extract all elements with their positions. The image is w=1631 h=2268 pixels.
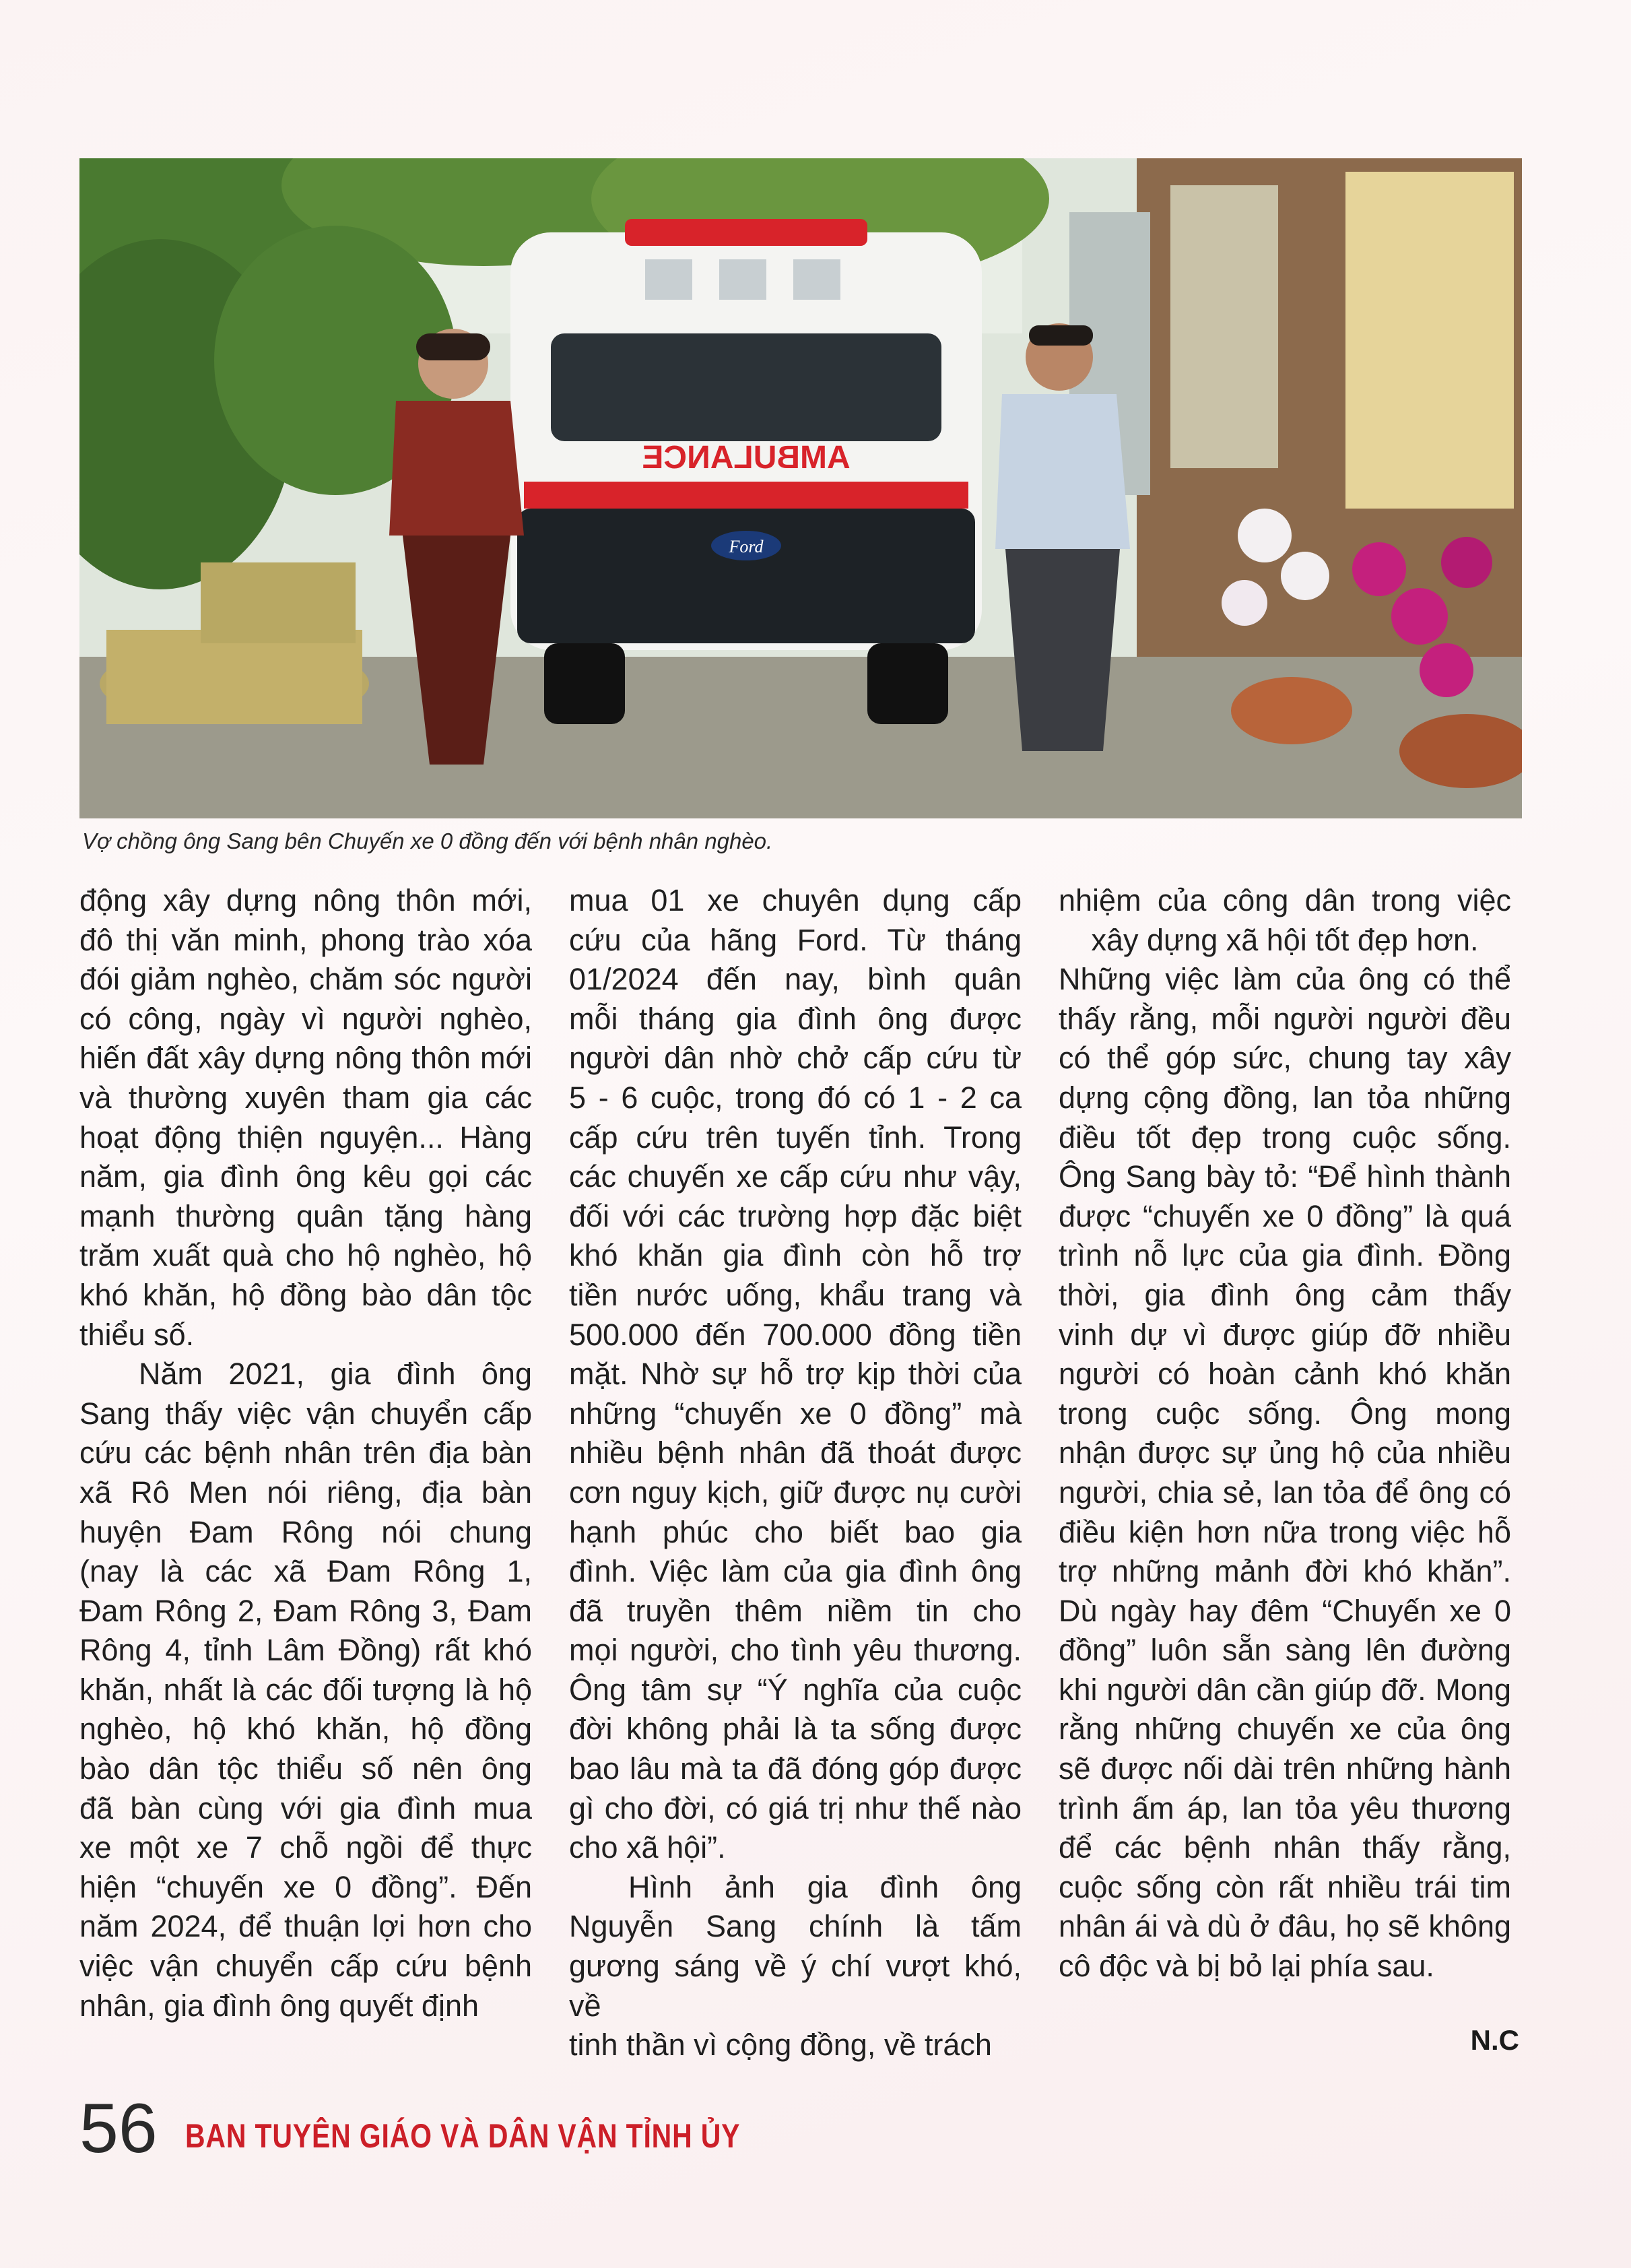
text-line: trong cuộc sống. Ông mong — [1059, 1396, 1511, 1431]
text-line: đối với các trường hợp đặc biệt — [569, 1198, 1022, 1233]
text-line: gương sáng về ý chí vượt khó, về — [569, 1949, 1022, 2023]
text-line: Đam Rông 2, Đam Rông 3, Đam — [79, 1593, 532, 1628]
text-line: người có hoàn cảnh khó khăn — [1059, 1357, 1511, 1392]
text-line: mạnh thường quân tặng hàng — [79, 1198, 532, 1233]
text-line: vinh dự vì được giúp đỡ nhiều — [1059, 1317, 1511, 1352]
text-line: xây dựng xã hội tốt đẹp hơn. — [1091, 922, 1479, 957]
author-initials: N.C — [1470, 2024, 1519, 2056]
text-line: Hình ảnh gia đình ông — [628, 1869, 1022, 1904]
text-line: cơn nguy kịch, giữ được nụ cười — [569, 1475, 1022, 1510]
text-column-3 — [1059, 881, 1511, 1986]
text-line: mọi người, cho tình yêu thương. — [569, 1633, 1022, 1668]
text-line: hiện “chuyến xe 0 đồng”. Đến — [79, 1869, 532, 1904]
text-line: những “chuyến xe 0 đồng” mà — [569, 1396, 1022, 1431]
ford-logo: Ford — [729, 537, 764, 556]
text-line: Năm 2021, gia đình ông — [139, 1357, 532, 1392]
text-line: thời, gia đình ông cảm thấy — [1059, 1277, 1511, 1312]
text-line: cho xã hội”. — [569, 1830, 726, 1865]
text-line: trình ấm áp, lan tỏa yêu thương — [1059, 1790, 1511, 1825]
text-line: cuộc sống còn rất nhiều trái tim — [1059, 1869, 1511, 1904]
text-line: cứu của hãng Ford. Từ tháng — [569, 922, 1022, 957]
text-line: điều tốt đẹp trong cuộc sống. — [1059, 1120, 1511, 1155]
text-line: năm, gia đình ông kêu gọi các — [79, 1159, 532, 1194]
text-line: cứu các bệnh nhân trên địa bàn — [79, 1435, 532, 1470]
publisher-name: BAN TUYÊN GIÁO VÀ DÂN VẬN TỈNH ỦY — [185, 2117, 741, 2155]
text-line: hạnh phúc cho biết bao gia — [569, 1514, 1022, 1549]
text-line: khó khăn, hộ đồng bào dân tộc — [79, 1277, 532, 1312]
article-photo — [79, 158, 1522, 818]
text-line: gì cho đời, có giá trị như thế nào — [569, 1790, 1022, 1825]
page-number: 56 — [79, 2089, 158, 2168]
text-line: Nguyễn Sang chính là tấm — [569, 1909, 1022, 1944]
text-line: trăm xuất quà cho hộ nghèo, hộ — [79, 1238, 532, 1273]
text-line: việc vận chuyển cấp cứu bệnh — [79, 1949, 532, 1984]
text-line: các chuyến xe cấp cứu như vậy, — [569, 1159, 1022, 1194]
text-line: đã bàn cùng với gia đình mua — [79, 1790, 532, 1825]
text-line: nhận được sự ủng hộ của nhiều — [1059, 1435, 1511, 1470]
text-line: rằng những chuyến xe của ông — [1059, 1712, 1511, 1747]
text-line: dựng cộng đồng, lan tỏa những — [1059, 1080, 1511, 1115]
text-line: sẽ được nối dài trên những hành — [1059, 1751, 1511, 1786]
text-line: động xây dựng nông thôn mới, — [79, 883, 532, 917]
text-line: để các bệnh nhân thấy rằng, — [1059, 1830, 1511, 1865]
text-line: 500.000 đến 700.000 đồng tiền — [569, 1317, 1022, 1352]
text-line: khăn, nhất là các đối tượng là hộ — [79, 1672, 532, 1707]
text-line: đói giảm nghèo, chăm sóc người — [79, 962, 532, 997]
text-line: 01/2024 đến nay, bình quân — [569, 962, 1022, 997]
text-line: người dân nhờ chở cấp cứu từ — [569, 1041, 1022, 1076]
text-column-2 — [569, 881, 1022, 2065]
text-line: đồng” luôn sẵn sàng lên đường — [1059, 1633, 1511, 1668]
text-line: đình. Việc làm của gia đình ông — [569, 1554, 1022, 1589]
text-line: và thường xuyên tham gia các — [79, 1080, 532, 1115]
text-line: hoạt động thiện nguyện... Hàng — [79, 1120, 532, 1155]
text-line: đời không phải là ta sống được — [569, 1712, 1022, 1747]
text-line: mặt. Nhờ sự hỗ trợ kịp thời của — [569, 1357, 1022, 1392]
ambulance-couple-illustration — [79, 158, 1522, 818]
text-line: (nay là các xã Đam Rông 1, — [79, 1554, 532, 1589]
text-line: Dù ngày hay đêm “Chuyến xe 0 — [1059, 1593, 1511, 1628]
text-line: nhân ái và dù ở đâu, họ sẽ không — [1059, 1909, 1511, 1944]
text-column-1 — [79, 881, 532, 2026]
text-line: mỗi tháng gia đình ông được — [569, 1001, 1022, 1036]
text-line: người, chia sẻ, lan tỏa để ông có — [1059, 1475, 1511, 1510]
text-line: điều kiện hơn nữa trong việc hỗ — [1059, 1514, 1511, 1549]
text-line: năm 2024, để thuận lợi hơn cho — [79, 1909, 532, 1944]
text-line: nhiều bệnh nhân đã thoát được — [569, 1435, 1022, 1470]
text-line: xã Rô Men nói riêng, địa bàn — [79, 1475, 532, 1510]
text-line: thiểu số. — [79, 1317, 195, 1352]
text-line: trình nỗ lực của gia đình. Đồng — [1059, 1238, 1511, 1273]
text-line: khi người dân cần giúp đỡ. Mong — [1059, 1672, 1511, 1707]
text-line: tinh thần vì cộng đồng, về trách — [569, 2028, 992, 2063]
text-line: được “chuyến xe 0 đồng” là quá — [1059, 1198, 1511, 1233]
text-line: hiến đất xây dựng nông thôn mới — [79, 1041, 532, 1076]
text-line: nhiệm của công dân trong việc — [1059, 883, 1511, 917]
text-line: có thể góp sức, chung tay xây — [1059, 1041, 1511, 1076]
text-line: huyện Đam Rông nói chung — [79, 1514, 532, 1549]
photo-caption: Vợ chồng ông Sang bên Chuyến xe 0 đồng đến với bệnh nhân nghèo. — [82, 829, 773, 853]
text-line: có công, ngày vì người nghèo, — [79, 1001, 532, 1036]
text-line: Những việc làm của ông có thể — [1059, 962, 1511, 997]
text-line: Ông tâm sự “Ý nghĩa của cuộc — [569, 1672, 1022, 1707]
text-line: đô thị văn minh, phong trào xóa — [79, 922, 532, 957]
ambulance-lettering: AMBULANCE — [642, 440, 851, 476]
text-line: Rông 4, tỉnh Lâm Đồng) rất khó — [79, 1633, 532, 1668]
text-line: 5 - 6 cuộc, trong đó có 1 - 2 ca — [569, 1080, 1022, 1115]
text-line: cô độc và bị bỏ lại phía sau. — [1059, 1949, 1434, 1984]
text-line: tiền nước uống, khẩu trang và — [569, 1277, 1022, 1312]
text-line: đã truyền thêm niềm tin cho — [569, 1593, 1022, 1628]
text-line: trợ những mảnh đời khó khăn”. — [1059, 1554, 1511, 1589]
text-line: mua 01 xe chuyên dụng cấp — [569, 883, 1022, 917]
text-line: Sang thấy việc vận chuyển cấp — [79, 1396, 532, 1431]
text-line: thấy rằng, mỗi người người đều — [1059, 1001, 1511, 1036]
text-line: bao lâu mà ta đã đóng góp được — [569, 1751, 1022, 1786]
text-line: Ông Sang bày tỏ: “Để hình thành — [1059, 1159, 1511, 1194]
text-line: xe một xe 7 chỗ ngồi để thực — [79, 1830, 532, 1865]
text-line: bào dân tộc thiểu số nên ông — [79, 1751, 532, 1786]
text-line: khó khăn gia đình còn hỗ trợ — [569, 1238, 1022, 1273]
text-line: nghèo, hộ khó khăn, hộ đồng — [79, 1712, 532, 1747]
text-line: nhân, gia đình ông quyết định — [79, 1988, 479, 2023]
text-line: cấp cứu trên tuyến tỉnh. Trong — [569, 1120, 1022, 1155]
